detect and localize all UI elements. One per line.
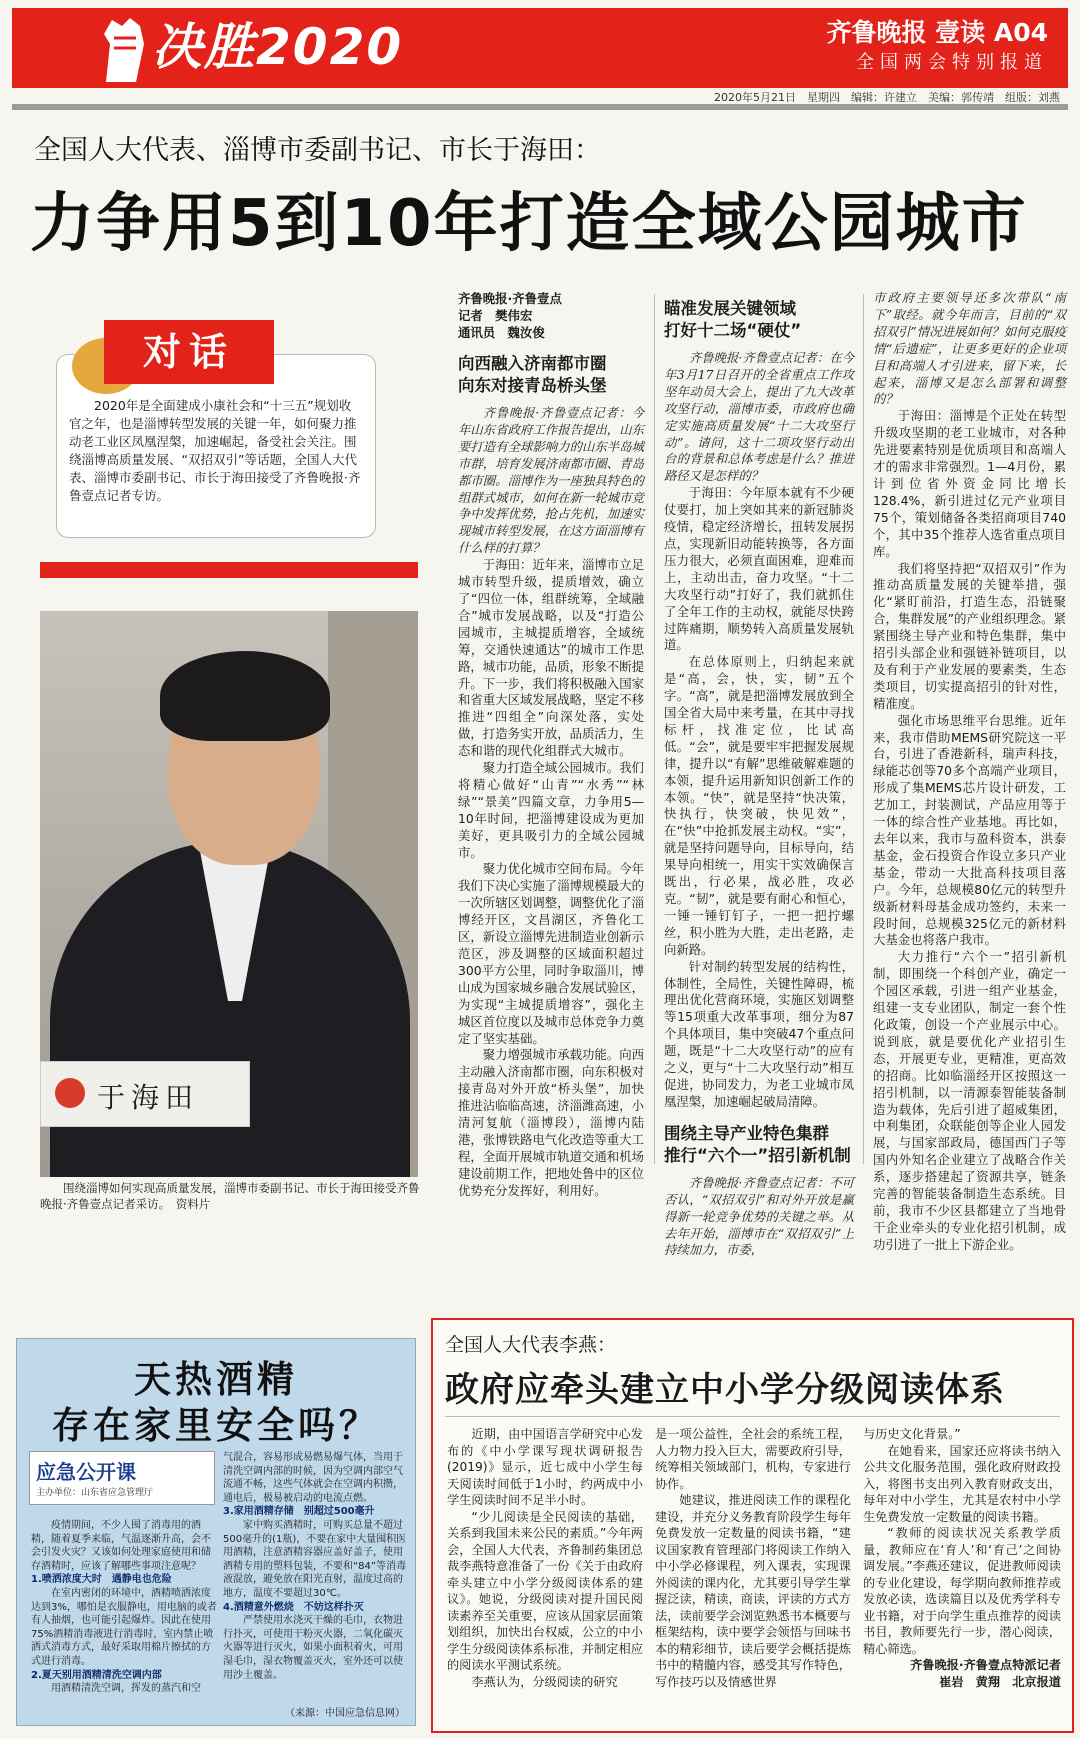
photo-hair bbox=[160, 651, 330, 741]
article2-subtitle: 全国人大代表李燕： bbox=[445, 1334, 617, 1356]
masthead-right bbox=[826, 16, 1048, 76]
ad-subheading: 2.夏天别用酒精清洗空调内部 bbox=[31, 1669, 162, 1681]
ad-subheading: 3.家用酒精存储 别超过500毫升 bbox=[223, 1506, 375, 1518]
paragraph: 李燕认为，分级阅读的研究 bbox=[471, 1674, 618, 1689]
ad-paragraph: 用酒精清洗空调，挥发的蒸汽和空 bbox=[51, 1683, 201, 1695]
article-column-3 bbox=[873, 290, 1066, 1254]
paragraph: 在她看来，国家还应将读书纳入公共文化服务范围，强化政府财政投入，将图书支出列入教育财政支出，每年对中小学生，尤其是农村中小学生免费发放一定数量的阅读书籍。 bbox=[863, 1443, 1061, 1524]
paragraph: 聚力打造全域公园城市。我们将精心做好“山青”“水秀”“林绿”“景美”四篇文章，力争用5—10年时间，把淄博建设成为更加美好，更具吸引力的全域公园城市。 bbox=[458, 760, 644, 860]
ad-paragraph: 严禁使用水浇灭干燥的毛巾，衣物进行扑灭，可使用干粉灭火器，二氧化碳灭火器等进行灭火，如果小面积着火，可用湿毛巾，湿衣物覆盖灭火，室外还可以使用沙土覆盖。 bbox=[223, 1615, 403, 1681]
ad-logo-text: 应急公开课 bbox=[36, 1460, 136, 1484]
article2-column-3 bbox=[863, 1426, 1061, 1690]
paragraph: 针对制约转型发展的结构性，体制性，全局性，关键性障碍，梳理出优化营商环境，实施区划调整等15项重大改革事项，细分为87个具体项目，集中突破47个重点问题，既是“十二大攻坚行动”的应有之义，更与“十二大攻坚行动”相互促进，协同发力，为老工业城市凤凰涅槃，加速崛起破局清障。 bbox=[664, 958, 854, 1109]
nameplate-text: 于海田 bbox=[97, 1081, 200, 1114]
paper-name: 齐鲁晚报 壹读 A04 bbox=[826, 18, 1048, 47]
safety-ad bbox=[16, 1338, 416, 1726]
byline: 齐鲁晚报·齐鲁壹点 记者 樊伟宏 通讯员 魏汝俊 bbox=[458, 291, 562, 340]
red-rule bbox=[40, 562, 418, 578]
ad-subheading: 4.酒精意外燃烧 不妨这样扑灭 bbox=[223, 1601, 364, 1613]
paragraph: 她建议，推进阅读工作的课程化建设，并充分义务教育阶段学生每年免费发放一定数量的阅读书籍，“建议国家教育管理部门将阅读工作纳入中小学必修课程，列入课表，实现课外阅读的课内化，尤其要引导学生掌握泛读，精读，商读，评读的方式方法，读前要学会浏览熟悉书本概要与框架结构，读中要学会领悟与回味书本的精彩细节，读后要学会概括提炼书中的精髓内容，感受其写作特色，写作技巧以及情感世界 bbox=[655, 1493, 851, 1689]
paragraph: 在总体原则上，归纳起来就是“高，会，快，实，韧”五个字。“高”，就是把淄博发展放到全国全省大局中来考量，在其中寻找标杆，找准定位，比试高低。“会”，就是要牢牢把握发展规律，提升以“有解”思维破解难题的本领，提升运用新知识创新工作的本领。“快”，就是坚持“快决策，快执行，快突破，快见效”，在“快”中抢抓发展主动权。“实”，就是坚持问题导向，目标导向，结果导向相统一，用实干实效确保言既出，行必果，战必胜，攻必克。“韧”，就是要有耐心和恒心，一锤一锤钉钉子，一把一把拧螺丝，积小胜为大胜，走出老路，走向新路。 bbox=[664, 654, 854, 957]
paragraph: 强化市场思维平台思维。近年来，我市借助MEMS研究院这一平台，引进了香港新科，瑞声科技，绿能芯创等70多个高端产业项目，形成了集MEMS芯片设计研发，工艺加工，封装测试，产品应用等于一体的综合性产业基地。再比如，去年以来，我市与盈科资本，洪泰基金，金石投资合作设立多只产业基金，带动一大批高科技项目落户。今年，总规模80亿元的转型升级新材料母基金成功签约，未来一段时间，总规模325亿元的新材料大基金也将落户我市。 bbox=[873, 712, 1066, 948]
issue-meta: 2020年5月21日 星期四 编辑：许建立 美编：郭传靖 组版：刘燕 bbox=[714, 91, 1060, 104]
section-name: 全国两会特别报道 bbox=[856, 52, 1048, 73]
article2-headline: 政府应牵头建立中小学分级阅读体系 bbox=[445, 1370, 1005, 1410]
fist-icon bbox=[96, 14, 150, 84]
masthead bbox=[12, 8, 1068, 88]
ad-paragraph: 疫情期间，不少人囤了消毒用的酒精，随着夏季来临，气温逐渐升高，会不会引发火灾？又该如何处理家庭使用和储存酒精时，应该了解哪些事项注意呢？ bbox=[31, 1520, 211, 1572]
section-heading: 瞄准发展关键领域 打好十二场“硬仗” bbox=[664, 299, 802, 340]
ad-subheading: 1.喷洒浓度大时 遇静电也危险 bbox=[31, 1574, 172, 1586]
ad-logo-sub: 主办单位：山东省应急管理厅 bbox=[36, 1488, 154, 1498]
article-column-1 bbox=[458, 290, 644, 1200]
paragraph: 与历史文化背景。” bbox=[863, 1427, 961, 1441]
paragraph: 聚力优化城市空间布局。今年我们下决心实施了淄博规模最大的一次所辖区划调整，调整优化了淄博经开区，文昌湖区，齐鲁化工区，新设立淄博先进制造业创新示范区，涉及调整的区域面积超过300平方公里，同时争取淄川，博山成为国家城乡融合发展试验区，为实现“主城提质增容”，强化主城区首位度以及城市总体竞争力奠定了坚实基础。 bbox=[458, 861, 644, 1046]
dialog-tag-label: 对话 bbox=[142, 330, 235, 374]
ad-logo bbox=[29, 1451, 215, 1505]
article2-column-2 bbox=[655, 1426, 851, 1690]
nameplate bbox=[40, 1061, 250, 1127]
portrait-photo bbox=[40, 611, 418, 1177]
paragraph: 是一项公益性，全社会的系统工程，人力物力投入巨大，需要政府引导，统筹相关领域部门，机构，专家进行协作。 bbox=[655, 1427, 851, 1491]
emblem-icon bbox=[55, 1078, 85, 1108]
question: 齐鲁晚报·齐鲁壹点记者：在今年3月17日召开的全省重点工作攻坚年动员大会上，提出了九大改革攻坚行动，淄博市委，市政府也确定实施高质量发展“十二大攻坚行动”。请问，这十二项攻坚行动出台的背景和总体考虑是什么？推进路径又是怎样的？ bbox=[664, 350, 854, 484]
ad-text-left bbox=[31, 1519, 219, 1696]
paragraph: 我们将坚持把“双招双引”作为推动高质量发展的关键举措，强化“紧盯前沿，打造生态，沿链聚合，集群发展”的产业组织理念。紧紧围绕主导产业和特色集群，集中招引头部企业和强链补链项目，以及有利于产业发展的要素类，生态类项目，切实提高招引的针对性，精准度。 bbox=[873, 560, 1066, 711]
lead-subtitle: 全国人大代表、淄博市委副书记、市长于海田： bbox=[34, 135, 601, 166]
intro-box: 2020年是全面建成小康社会和“十三五”规划收官之年，也是淄博转型发展的关键一年，如何聚力推动老工业区凤凰涅槃，加速崛起，备受社会关注。围绕淄博高质量发展、“双招双引”等话题，全国人大代表、淄博市委副书记、市长于海田接受了齐鲁晚报·齐鲁壹点记者专访。 bbox=[56, 354, 376, 538]
article2-signature: 齐鲁晚报·齐鲁壹点特派记者 崔岩 黄翔 北京报道 bbox=[910, 1658, 1061, 1689]
paragraph: 大力推行“六个一”招引新机制，即围绕一个科创产业，确定一个园区承载，引进一组产业基金，组建一支专业团队，制定一套个性化政策，创设一个产业展示中心。说到底，就是要优化产业招引生态，开展更专业，更精准，更高效的招商。比如临淄经开区按照这一招引机制，以一清源泰智能装备制造为载体，先后引进了超威集团，中利集团，众联能创等企业人园发展，与国家部政局，德国西门子等国内外知名企业建立了战略合作关系，逐步搭建起了资源共享，链条完善的智能装备制造生态系统。目前，我市不少区县都建立了当地骨干企业牵头的专业化招引机制，成功引进了一批上下游企业。 bbox=[873, 949, 1066, 1252]
dialog-tag bbox=[104, 320, 274, 384]
ad-title-line1: 天热酒精 bbox=[134, 1358, 298, 1401]
article-reading bbox=[431, 1318, 1074, 1733]
article-column-2 bbox=[664, 290, 854, 1259]
divider bbox=[12, 104, 1068, 110]
ad-title-line2: 存在家里安全吗？ bbox=[52, 1404, 380, 1447]
question: 市政府主要领导还多次带队“南下”取经。就今年而言，目前的“双招双引”情况进展如何？如何克服疫情“后遗症”，让更多更好的企业项目和高端人才引进来，留下来，长起来，淄博又是怎么部署和调整的？ bbox=[873, 290, 1066, 407]
section-heading: 围绕主导产业特色集群 推行“六个一”招引新机制 bbox=[664, 1123, 851, 1165]
answer: 于海田：淄博是个正处在转型升级攻坚期的老工业城市，对各种先进要素特别是优质项目和高端人才的需求非常强烈。1—4月份，累计到位省外资金同比增长128.4%，新引进过亿元产业项目75个，策划储备各类招商项目740个，其中35个推荐人选省重点项目库。 bbox=[873, 408, 1066, 559]
column-divider bbox=[863, 294, 864, 1164]
ad-source: （来源：中国应急信息网） bbox=[285, 1708, 405, 1719]
ad-paragraph: 家中购买酒精时，可购买总量不超过500毫升的(1瓶)，不要在家中大量囤积医用酒精，注意酒精容器应盖好盖子，使用酒精专用的塑料包装，不要和“84”等消毒液混放，避免放在阳光直射，温度过高的地方，温度不要超过30℃。 bbox=[223, 1519, 407, 1599]
question: 齐鲁晚报·齐鲁壹点记者：不可否认，“双招双引”和对外开放是赢得新一轮竞争优势的关键之举。从去年开始，淄博市在“双招双引”上持续加力，市委， bbox=[664, 1174, 854, 1258]
masthead-title: 决胜2020 bbox=[152, 18, 404, 76]
divider bbox=[445, 1416, 1060, 1417]
paragraph: “教师的阅读状况关系教学质量，教师应在‘育人’和‘育己’之间协调发展。”李燕还建议，促进教师阅读的专业化建设，每学期向教师推荐或发放必读，选读篇目以及优秀学科专业书籍，对于向学生重点推荐的阅读书目，教师要先行一步，潜心阅读，精心筛选。 bbox=[863, 1526, 1061, 1656]
answer: 于海田：今年原本就有不少硬仗要打，加上突如其来的新冠肺炎疫情，稳定经济增长，扭转发展拐点，实现新旧动能转换等，各方面压力很大，必须直面困难，迎难而上，主动出击，奋力攻坚。“十二大攻坚行动”打好了，我们就抓住了全年工作的主动权，就能尽快跨过阵痛期，顺势转入高质量发展轨道。 bbox=[664, 485, 854, 653]
question: 齐鲁晚报·齐鲁壹点记者：今年山东省政府工作报告提出，山东要打造有全球影响力的山东半岛城市群，培育发展济南都市圈、青岛都市圈。淄博作为一座独具特色的组群式城市，如何在新一轮城市竞争中发挥优势，抢占先机，加速实现城市转型发展，在这方面淄博有什么样的打算？ bbox=[458, 405, 644, 556]
ad-text-right bbox=[223, 1451, 409, 1682]
article2-column-1 bbox=[447, 1426, 643, 1690]
ad-paragraph: 在室内密闭的环境中，酒精喷洒浓度达到3%，哪怕是衣服静电，用电脑的或者有人抽烟，也可能引起爆炸。因此在使用75%酒精消毒液进行消毒时，室内禁止喷洒式消毒方式，最好采取用棉片擦拭的方式进行消毒。 bbox=[31, 1587, 217, 1667]
column-divider bbox=[654, 294, 655, 1164]
lead-headline: 力争用5到10年打造全域公园城市 bbox=[30, 187, 1028, 261]
ad-paragraph: 气混合，容易形成易燃易爆气体，当用于清洗空调内部的时候，因为空调内部空气流通不畅，这些气体就会在空调内积攒，通电后，极易被启动的电流点燃。 bbox=[223, 1452, 403, 1504]
section-heading: 向西融入济南都市圈 向东对接青岛桥头堡 bbox=[458, 354, 607, 395]
answer: 于海田：近年来，淄博市立足城市转型升级，提质增效，确立了“四位一体，组群统筹，全域融合”城市发展战略，以及“打造公园城市，主城提质增容，全域统筹，交通快速通达”的城市工作思路，城市功能，品质，形象不断提升。下一步，我们将积极融入国家和省重大区域发展战略，坚定不移推进“四组全”向深处落，实处做，打造务实开放，品质活力，生态和谐的现代化组群式大城市。 bbox=[458, 557, 644, 759]
paragraph: 近期，由中国语言学研究中心发布的《中小学课写现状调研报告(2019)》显示，近七成中小学生每天阅读时间低于1小时，约两成中小学生阅读时间不足半小时。 bbox=[447, 1427, 643, 1507]
paragraph: “少儿阅读是全民阅读的基础，关系到我国未来公民的素质。”今年两会，全国人大代表，齐鲁制药集团总裁李燕特意准备了一份《关于由政府牵头建立中小学分级阅读体系的建议》。她说，分级阅读对提升国民阅读素养至关重要，应该从国家层面策划组织，加快出台权威，公立的中小学生分级阅读体系标准，并制定相应的阅读水平测试系统。 bbox=[447, 1509, 643, 1672]
paragraph: 聚力增强城市承载功能。向西主动融入济南都市圈，向东积极对接青岛对外开放“桥头堡”，加快推进沾临临高速，济淄潍高速，小清河复航（淄博段），淄博内陆港，张博铁路电气化改造等重大工程，全面开展城市轨道交通和机场建设前期工作，把地处鲁中的区位优势充分发挥好，利用好。 bbox=[458, 1047, 644, 1198]
photo-caption: 围绕淄博如何实现高质量发展，淄博市委副书记、市长于海田接受齐鲁晚报·齐鲁壹点记者采访。 资料片 bbox=[40, 1181, 420, 1211]
